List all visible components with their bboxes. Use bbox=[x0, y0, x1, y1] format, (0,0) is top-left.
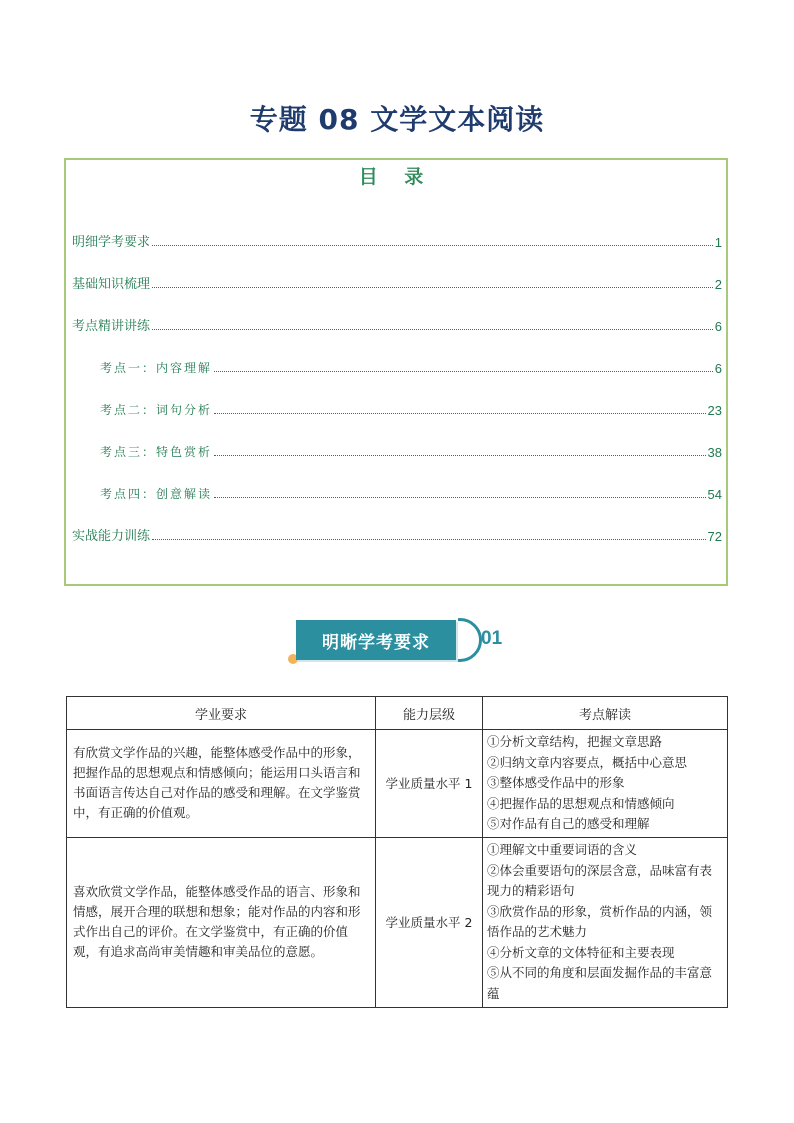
toc-item-exam-points[interactable] bbox=[72, 314, 722, 334]
toc-leader-dots bbox=[214, 370, 713, 372]
toc-leader-dots bbox=[152, 244, 713, 246]
toc-item-label: 考点二：词句分析 bbox=[100, 403, 213, 417]
point-item: ②归纳文章内容要点，概括中心意思 bbox=[487, 754, 688, 770]
point-item: ③整体感受作品中的形象 bbox=[487, 775, 625, 790]
toc-item-page: 23 bbox=[707, 403, 722, 418]
table-row bbox=[67, 730, 728, 838]
table-of-contents bbox=[64, 158, 728, 586]
column-header-level: 能力层级 bbox=[376, 697, 483, 730]
page-title: 专题 08 文学文本阅读 bbox=[249, 103, 545, 136]
toc-item-label: 考点精讲讲练 bbox=[72, 319, 151, 334]
toc-item-page: 6 bbox=[714, 361, 722, 376]
level-cell: 学业质量水平 1 bbox=[376, 730, 483, 838]
toc-item-page: 72 bbox=[707, 529, 722, 544]
column-header-requirement: 学业要求 bbox=[67, 697, 376, 730]
point-item: ④分析文章的文体特征和主要表现 bbox=[487, 944, 675, 960]
toc-item-point-4[interactable] bbox=[100, 482, 722, 502]
point-item: ⑤从不同的角度和层面发掘作品的丰富意蕴 bbox=[487, 965, 713, 1001]
point-item: ①分析文章结构，把握文章思路 bbox=[487, 734, 663, 749]
column-header-points: 考点解读 bbox=[483, 697, 728, 730]
toc-heading: 目 录 bbox=[358, 166, 434, 188]
toc-item-label: 基础知识梳理 bbox=[72, 277, 151, 292]
point-item: ③欣赏作品的形象，赏析作品的内涵，领悟作品的艺术魅力 bbox=[487, 903, 713, 939]
point-item: ④把握作品的思想观点和情感倾向 bbox=[487, 795, 675, 811]
toc-leader-dots bbox=[152, 538, 706, 540]
toc-item-label: 考点三：特色赏析 bbox=[100, 445, 213, 459]
toc-item-practice[interactable] bbox=[72, 524, 722, 544]
toc-item-page: 2 bbox=[714, 277, 722, 292]
toc-item-requirements[interactable] bbox=[72, 230, 722, 250]
toc-leader-dots bbox=[214, 454, 706, 456]
toc-leader-dots bbox=[152, 328, 713, 330]
toc-item-label: 考点四：创意解读 bbox=[100, 487, 213, 501]
toc-item-basics[interactable] bbox=[72, 272, 722, 292]
section-banner bbox=[288, 618, 518, 664]
point-item: ①理解文中重要词语的含义 bbox=[487, 842, 638, 857]
toc-item-point-3[interactable] bbox=[100, 440, 722, 460]
toc-item-page: 6 bbox=[714, 319, 722, 334]
toc-leader-dots bbox=[152, 286, 713, 288]
points-cell bbox=[483, 730, 728, 838]
toc-item-point-2[interactable] bbox=[100, 398, 722, 418]
toc-leader-dots bbox=[214, 496, 706, 498]
table-header-row bbox=[67, 697, 728, 730]
toc-item-label: 考点一：内容理解 bbox=[100, 361, 213, 375]
toc-item-label: 实战能力训练 bbox=[72, 529, 151, 544]
points-cell bbox=[483, 837, 728, 1007]
toc-item-page: 38 bbox=[707, 445, 722, 460]
point-item: ⑤对作品有自己的感受和理解 bbox=[487, 816, 650, 831]
section-banner-label: 明晰学考要求 bbox=[296, 620, 456, 660]
toc-item-label: 明细学考要求 bbox=[72, 235, 151, 250]
requirement-cell: 喜欢欣赏文学作品，能整体感受作品的语言、形象和情感，展开合理的联想和想象；能对作品的内容和形式作出自己的评价。在文学鉴赏中，有正确的价值观，有追求高尚审美情趣和审美品位的意愿。 bbox=[67, 837, 376, 1007]
toc-item-page: 1 bbox=[714, 235, 722, 250]
point-item: ②体会重要语句的深层含意，品味富有表现力的精彩语句 bbox=[487, 862, 713, 898]
level-cell: 学业质量水平 2 bbox=[376, 837, 483, 1007]
requirements-table bbox=[66, 696, 728, 1008]
section-banner-number: 01 bbox=[481, 628, 503, 649]
requirement-cell: 有欣赏文学作品的兴趣，能整体感受作品中的形象，把握作品的思想观点和情感倾向；能运用口头语言和书面语言传达自己对作品的感受和理解。在文学鉴赏中，有正确的价值观。 bbox=[67, 730, 376, 838]
table-row bbox=[67, 837, 728, 1007]
toc-item-page: 54 bbox=[707, 487, 722, 502]
toc-item-point-1[interactable] bbox=[100, 356, 722, 376]
toc-leader-dots bbox=[214, 412, 706, 414]
